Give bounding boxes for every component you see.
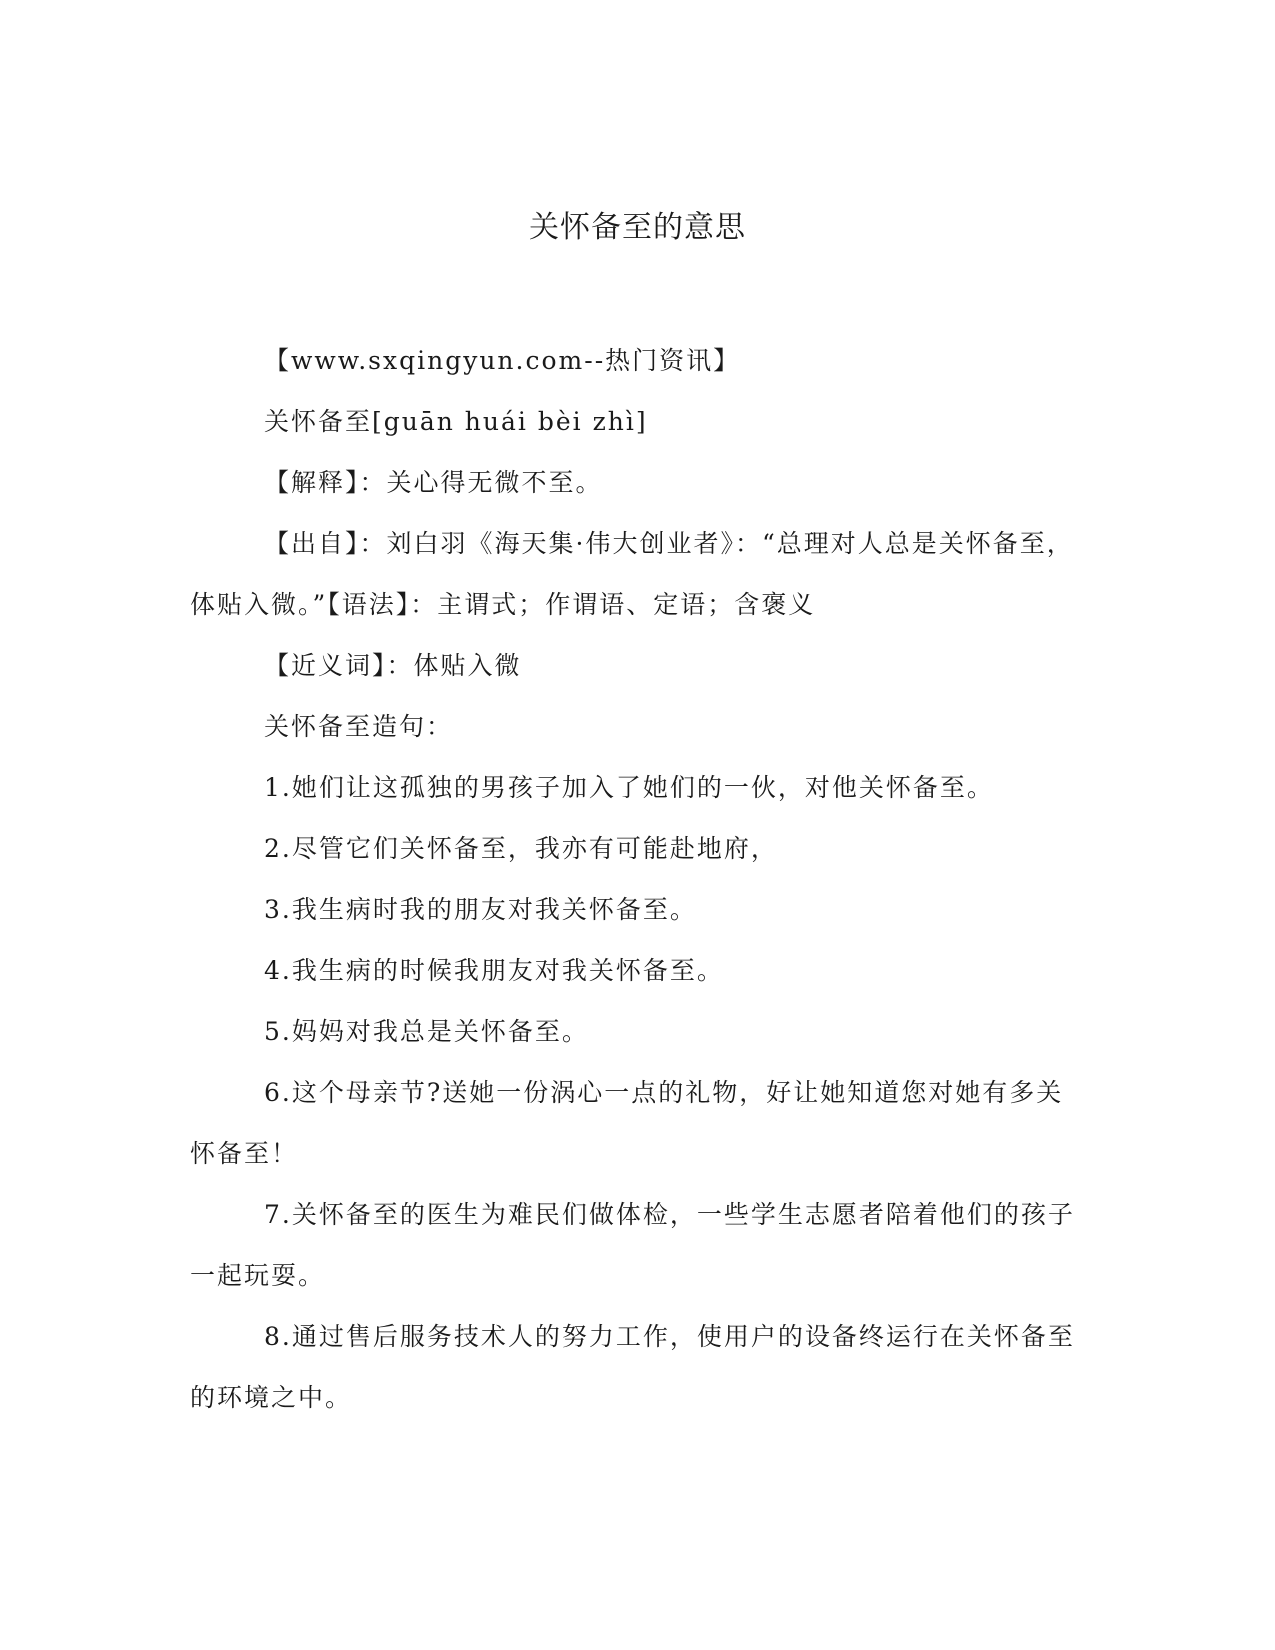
example-sentence-5: 5.妈妈对我总是关怀备至。 (264, 1017, 589, 1046)
example-sentence-4: 4.我生病的时候我朋友对我关怀备至。 (264, 956, 724, 985)
example-sentence-8: 8.通过售后服务技术人的努力工作，使用户的设备终运行在关怀备至的环境之中。 (190, 1322, 1075, 1412)
explanation-paragraph: 【解释】：关心得无微不至。 (264, 468, 603, 497)
source-line: 【www.sxqingyun.com--热门资讯】 (264, 346, 741, 375)
pinyin-line: 关怀备至[guān huái bèi zhì] (264, 407, 648, 436)
examples-heading: 关怀备至造句： (264, 712, 454, 741)
example-sentence-6: 6.这个母亲节?送她一份涡心一点的礼物，好让她知道您对她有多关怀备至！ (190, 1078, 1064, 1168)
synonym-paragraph: 【近义词】：体贴入微 (264, 651, 522, 680)
example-sentence-1: 1.她们让这孤独的男孩子加入了她们的一伙，对他关怀备至。 (264, 773, 994, 802)
document-body (190, 330, 1090, 1428)
page-title: 关怀备至的意思 (529, 210, 746, 245)
example-sentence-2: 2.尽管它们关怀备至，我亦有可能赴地府， (264, 834, 778, 863)
example-sentence-3: 3.我生病时我的朋友对我关怀备至。 (264, 895, 697, 924)
example-sentence-7: 7.关怀备至的医生为难民们做体检，一些学生志愿者陪着他们的孩子一起玩耍。 (190, 1200, 1075, 1290)
origin-paragraph: 【出自】：刘白羽《海天集·伟大创业者》：“总理对人总是关怀备至，体贴入微。”【语法】：主谓式；作谓语、定语；含褒义 (190, 529, 1074, 619)
